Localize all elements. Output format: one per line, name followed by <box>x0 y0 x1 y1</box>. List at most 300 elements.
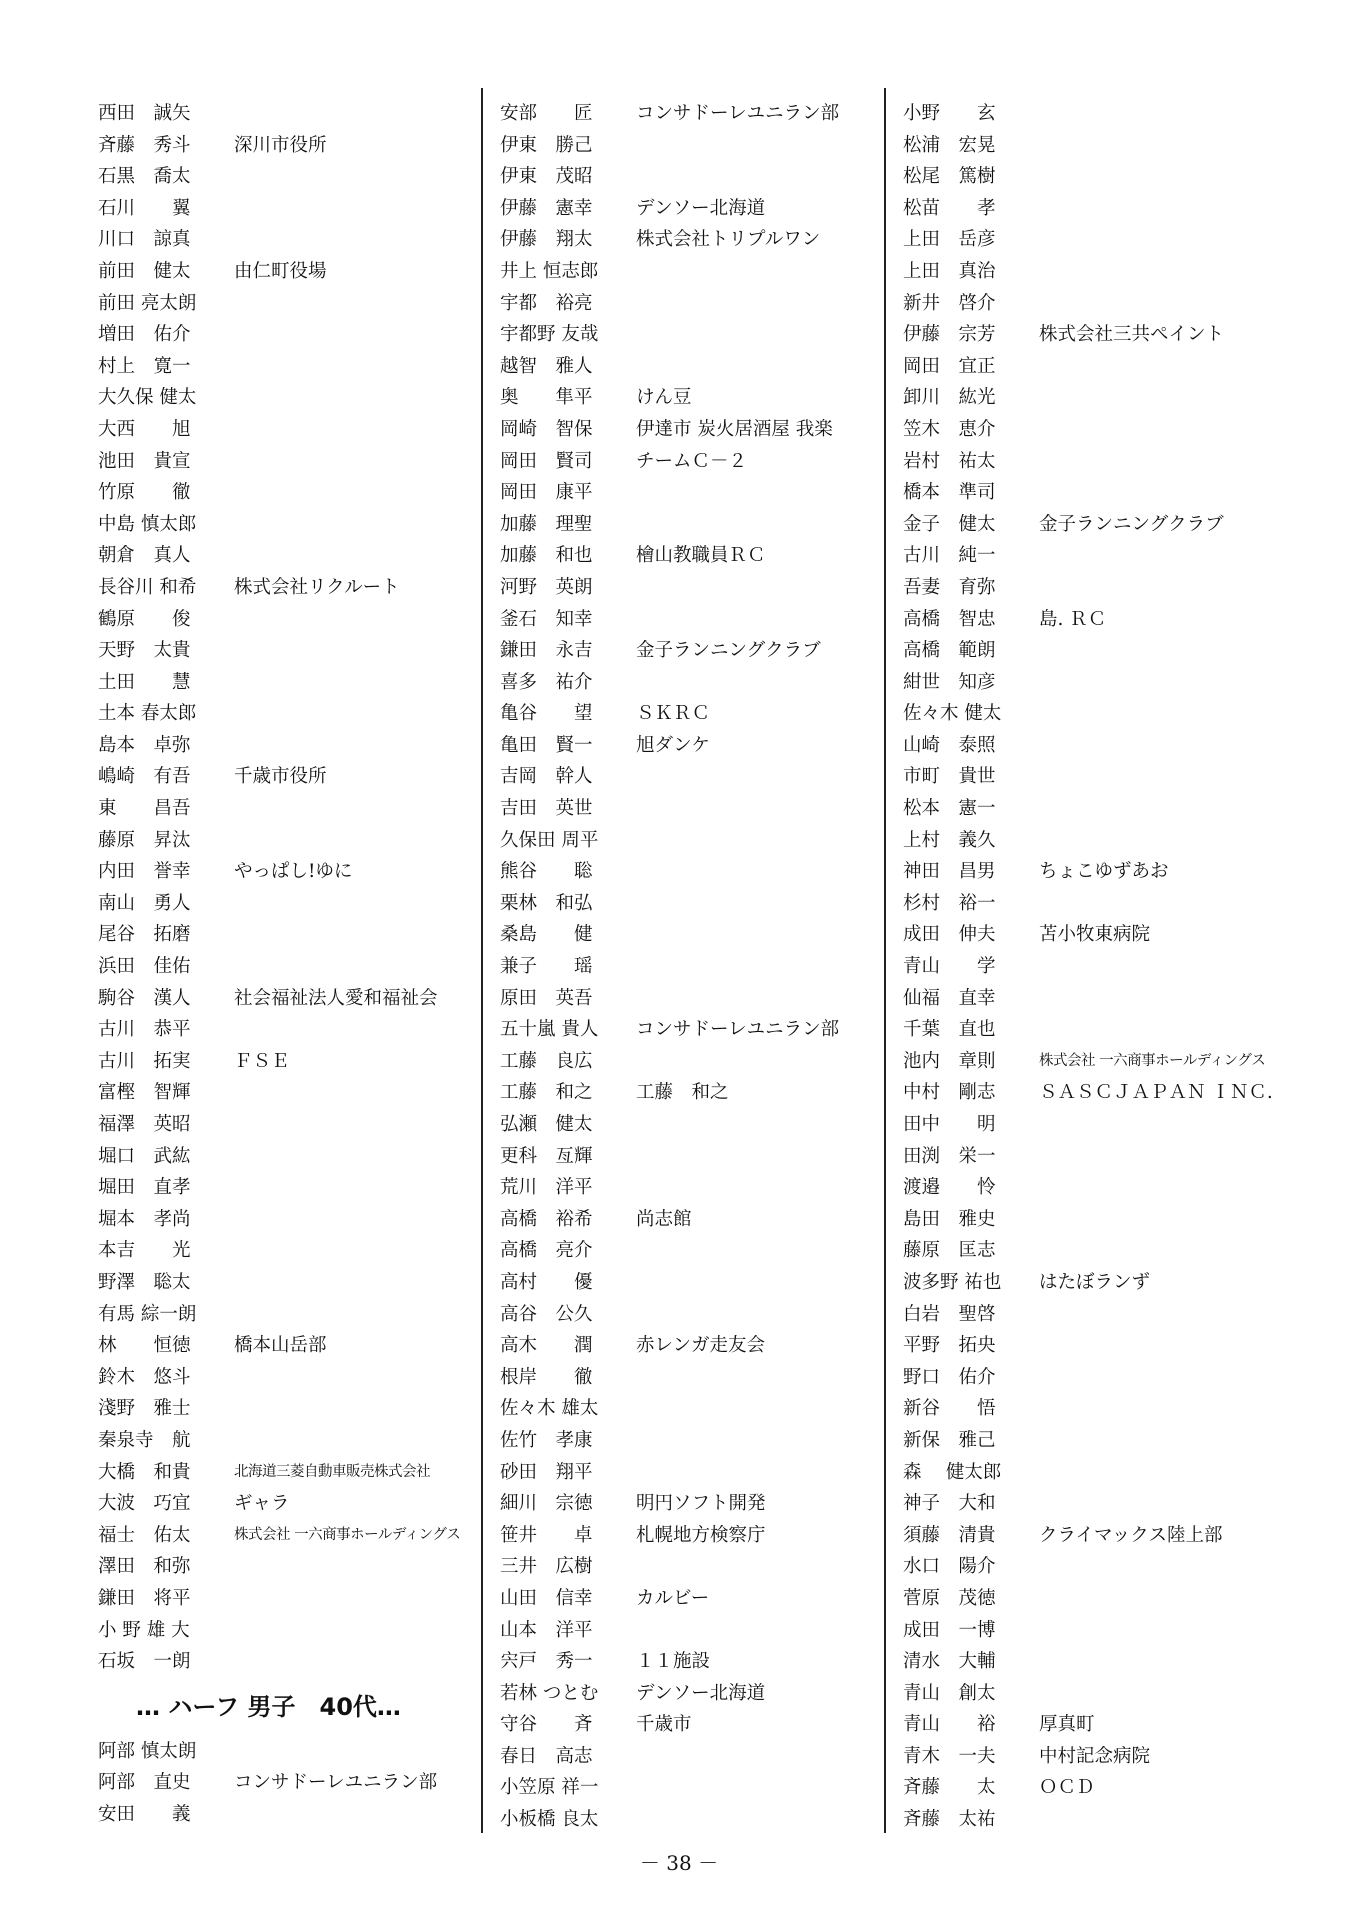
runner-name: 本吉 光 <box>98 1240 191 1262</box>
runner-affiliation: 由仁町役場 <box>234 260 327 282</box>
list-item <box>98 888 468 920</box>
runner-name: 秦泉寺 航 <box>98 1429 191 1451</box>
runner-name: 中島 慎太郎 <box>98 513 197 535</box>
runner-name: 内田 誉幸 <box>98 861 191 883</box>
runner-name: 杉村 裕一 <box>903 892 996 914</box>
runner-name: 池内 章則 <box>903 1050 996 1072</box>
list-item <box>903 446 1303 478</box>
list-item <box>98 919 468 951</box>
list-item <box>98 288 468 320</box>
list-item <box>903 193 1303 225</box>
runner-name: 笹井 卓 <box>500 1524 593 1546</box>
list-item <box>98 1077 468 1109</box>
runner-name: 斉藤 太祐 <box>903 1809 996 1831</box>
list-item <box>500 1330 880 1362</box>
runner-name: 上村 義久 <box>903 829 996 851</box>
list-item <box>903 1615 1303 1647</box>
runner-name: 宇都野 友哉 <box>500 324 599 346</box>
runner-name: 高木 潤 <box>500 1335 593 1357</box>
runner-name: 吉田 英世 <box>500 798 593 820</box>
list-item <box>98 1141 468 1173</box>
runner-affiliation: コンサドーレユニラン部 <box>636 103 840 124</box>
list-item <box>98 1425 468 1457</box>
list-item <box>500 1583 880 1615</box>
list-item <box>500 351 880 383</box>
runner-affiliation: ＳＫＲＣ <box>636 703 711 725</box>
runner-affiliation: 金子ランニングクラブ <box>1039 513 1224 535</box>
results-column-1 <box>98 98 468 1830</box>
list-item <box>500 540 880 572</box>
runner-name: 岡崎 智保 <box>500 418 593 440</box>
list-item <box>903 856 1303 888</box>
list-item <box>903 730 1303 762</box>
list-item <box>98 951 468 983</box>
name-list <box>903 98 1303 1836</box>
list-item <box>903 919 1303 951</box>
runner-name: 斉藤 太 <box>903 1777 996 1799</box>
runner-name: 大波 巧宜 <box>98 1493 191 1515</box>
list-item <box>98 256 468 288</box>
runner-name: 加藤 理聖 <box>500 513 593 535</box>
runner-name: 村上 寛一 <box>98 355 191 377</box>
list-item <box>903 1646 1303 1678</box>
list-item <box>98 1235 468 1267</box>
list-item <box>98 1488 468 1520</box>
runner-name: 田渕 栄一 <box>903 1145 996 1167</box>
runner-name: 千葉 直也 <box>903 1019 996 1041</box>
runner-name: 安田 義 <box>98 1803 191 1825</box>
runner-name: 菅原 茂徳 <box>903 1587 996 1609</box>
list-item <box>98 856 468 888</box>
runner-affiliation: 赤レンガ走友会 <box>636 1335 766 1357</box>
list-item <box>903 1709 1303 1741</box>
runner-name: 波多野 祐也 <box>903 1271 1002 1293</box>
list-item <box>903 1299 1303 1331</box>
list-item <box>903 161 1303 193</box>
list-item <box>98 667 468 699</box>
runner-name: 青木 一夫 <box>903 1745 996 1767</box>
runner-name: 竹原 徹 <box>98 482 191 504</box>
runner-name: 斉藤 秀斗 <box>98 134 191 156</box>
runner-name: 堀田 直孝 <box>98 1177 191 1199</box>
results-column-3 <box>903 98 1303 1836</box>
list-item <box>98 1362 468 1394</box>
list-item <box>98 793 468 825</box>
list-item <box>98 1014 468 1046</box>
list-item <box>98 446 468 478</box>
list-item <box>903 1425 1303 1457</box>
list-item <box>98 825 468 857</box>
runner-affiliation: コンサドーレユニラン部 <box>234 1772 438 1794</box>
runner-affiliation: 千歳市役所 <box>234 766 327 788</box>
runner-name: 仙福 直幸 <box>903 987 996 1009</box>
list-item <box>98 1109 468 1141</box>
runner-name: 上田 岳彦 <box>903 229 996 251</box>
runner-name: 前田 健太 <box>98 260 191 282</box>
list-item <box>500 572 880 604</box>
list-item <box>500 1709 880 1741</box>
runner-affiliation: 千歳市 <box>636 1714 692 1736</box>
list-item <box>500 477 880 509</box>
runner-name: 高橋 範朗 <box>903 640 996 662</box>
list-item <box>98 477 468 509</box>
list-item <box>98 761 468 793</box>
runner-name: 鎌田 永吉 <box>500 640 593 662</box>
runner-name: 根岸 徹 <box>500 1366 593 1388</box>
runner-affiliation: やっぱし!ゆに <box>234 861 353 883</box>
list-item <box>500 130 880 162</box>
runner-name: 高村 優 <box>500 1271 593 1293</box>
list-item <box>500 1235 880 1267</box>
list-item <box>98 161 468 193</box>
list-item <box>903 98 1303 130</box>
runner-name: 淺野 雅士 <box>98 1398 191 1420</box>
runner-name: 白岩 聖啓 <box>903 1303 996 1325</box>
runner-affiliation: ＯＣＤ <box>1039 1777 1095 1799</box>
list-item <box>500 1457 880 1489</box>
runner-name: 福士 佑太 <box>98 1524 191 1546</box>
list-item <box>500 1425 880 1457</box>
runner-name: 土本 春太郎 <box>98 703 197 725</box>
name-list <box>500 98 880 1836</box>
list-item <box>98 1457 468 1489</box>
runner-name: 前田 亮太朗 <box>98 292 197 314</box>
list-item <box>500 382 880 414</box>
runner-name: 駒谷 漢人 <box>98 987 191 1009</box>
list-item <box>98 351 468 383</box>
list-item <box>903 414 1303 446</box>
list-item <box>903 604 1303 636</box>
runner-name: 石黒 喬太 <box>98 166 191 188</box>
list-item <box>98 1172 468 1204</box>
runner-name: 小 野 雄 大 <box>98 1619 190 1641</box>
list-item <box>903 635 1303 667</box>
list-item <box>500 919 880 951</box>
runner-name: 大久保 健太 <box>98 387 197 409</box>
runner-affiliation: 厚真町 <box>1039 1714 1095 1736</box>
runner-name: 古川 恭平 <box>98 1019 191 1041</box>
list-item <box>903 1235 1303 1267</box>
list-item <box>500 319 880 351</box>
runner-name: 平野 拓央 <box>903 1335 996 1357</box>
list-item <box>500 825 880 857</box>
runner-name: 土田 慧 <box>98 671 191 693</box>
runner-name: 松尾 篤樹 <box>903 166 996 188</box>
runner-affiliation: 檜山教職員ＲＣ <box>636 545 766 567</box>
list-item <box>500 1204 880 1236</box>
runner-name: 加藤 和也 <box>500 545 593 567</box>
runner-name: 池田 貴宣 <box>98 450 191 472</box>
runner-name: 松浦 宏晃 <box>903 134 996 156</box>
runner-name: 井上 恒志郎 <box>500 260 599 282</box>
runner-name: 五十嵐 貴人 <box>500 1019 599 1041</box>
runner-name: 古川 拓実 <box>98 1050 191 1072</box>
runner-name: 渡邉 怜 <box>903 1177 996 1199</box>
runner-name: 高谷 公久 <box>500 1303 593 1325</box>
list-item <box>500 1046 880 1078</box>
list-item <box>98 1799 468 1831</box>
runner-affiliation: チームＣ－２ <box>636 450 748 472</box>
runner-name: 新保 雅己 <box>903 1429 996 1451</box>
runner-affiliation: 北海道三菱自動車販売株式会社 <box>234 1463 430 1480</box>
runner-name: 石川 翼 <box>98 197 191 219</box>
runner-name: 栗林 和弘 <box>500 892 593 914</box>
runner-name: 石坂 一朗 <box>98 1651 191 1673</box>
list-item <box>98 1393 468 1425</box>
list-item <box>500 193 880 225</box>
list-item <box>98 698 468 730</box>
runner-name: 更科 亙輝 <box>500 1145 593 1167</box>
list-item <box>98 604 468 636</box>
runner-affiliation: 株式会社 一六商事ホールディングス <box>1039 1052 1266 1069</box>
list-item <box>903 1077 1303 1109</box>
runner-affiliation: 株式会社三共ペイント <box>1039 324 1225 346</box>
runner-affiliation: 旭ダンケ <box>636 734 710 756</box>
list-item <box>500 793 880 825</box>
list-item <box>500 224 880 256</box>
list-item <box>98 509 468 541</box>
list-item <box>903 224 1303 256</box>
list-item <box>903 540 1303 572</box>
list-item <box>903 983 1303 1015</box>
runner-name: 伊藤 憲幸 <box>500 197 593 219</box>
runner-name: 宍戸 秀一 <box>500 1651 593 1673</box>
runner-name: 山田 信幸 <box>500 1587 593 1609</box>
runner-name: 吾妻 育弥 <box>903 576 996 598</box>
list-item <box>98 1330 468 1362</box>
runner-affiliation: 札幌地方検察庁 <box>636 1524 766 1546</box>
runner-name: 細川 宗徳 <box>500 1493 593 1515</box>
runner-name: 堀口 武紘 <box>98 1145 191 1167</box>
list-item <box>500 256 880 288</box>
runner-name: 青山 裕 <box>903 1714 996 1736</box>
runner-name: 弘瀬 健太 <box>500 1114 593 1135</box>
list-item <box>98 224 468 256</box>
list-item <box>98 1551 468 1583</box>
runner-affiliation: ＦＳＥ <box>234 1050 290 1072</box>
list-item <box>903 793 1303 825</box>
list-item <box>500 1267 880 1299</box>
column-divider <box>481 88 483 1833</box>
runner-name: 有馬 綜一朗 <box>98 1303 197 1325</box>
list-item <box>500 414 880 446</box>
runner-name: 成田 伸夫 <box>903 924 996 946</box>
runner-name: 南山 勇人 <box>98 892 191 914</box>
list-item <box>500 667 880 699</box>
runner-name: 森 健太郎 <box>903 1461 1002 1483</box>
list-item <box>500 1299 880 1331</box>
runner-name: 山崎 泰照 <box>903 734 996 756</box>
list-item <box>903 1488 1303 1520</box>
runner-name: 岡田 賢司 <box>500 450 593 472</box>
list-item <box>500 951 880 983</box>
list-item <box>98 1520 468 1552</box>
runner-name: 工藤 良広 <box>500 1050 593 1072</box>
runner-name: 橋本 準司 <box>903 482 996 504</box>
list-item <box>98 983 468 1015</box>
runner-affiliation: 金子ランニングクラブ <box>636 640 821 662</box>
runner-name: 高橋 亮介 <box>500 1240 593 1262</box>
runner-name: 青山 創太 <box>903 1682 996 1704</box>
runner-name: 鶴原 俊 <box>98 608 191 630</box>
runner-name: 金子 健太 <box>903 513 996 535</box>
list-item <box>500 888 880 920</box>
list-item <box>500 635 880 667</box>
list-item <box>903 1172 1303 1204</box>
list-item <box>98 540 468 572</box>
runner-name: 久保田 周平 <box>500 829 599 851</box>
runner-name: 青山 学 <box>903 956 996 978</box>
runner-affiliation: デンソー北海道 <box>636 197 766 219</box>
list-item <box>500 730 880 762</box>
runner-name: 原田 英吾 <box>500 987 593 1009</box>
runner-name: 亀谷 望 <box>500 703 593 725</box>
list-item <box>98 1646 468 1678</box>
runner-name: 野口 佑介 <box>903 1366 996 1388</box>
runner-name: 天野 太貴 <box>98 640 191 662</box>
runner-name: 田中 明 <box>903 1114 996 1135</box>
list-item <box>903 1362 1303 1394</box>
list-item <box>903 1046 1303 1078</box>
list-item <box>500 509 880 541</box>
runner-name: 藤原 昇汰 <box>98 829 191 851</box>
runner-name: 浜田 佳佑 <box>98 956 191 978</box>
runner-name: 高橋 智忠 <box>903 608 996 630</box>
runner-name: 長谷川 和希 <box>98 576 197 598</box>
list-item <box>903 1772 1303 1804</box>
list-item <box>98 98 468 130</box>
list-item <box>500 1772 880 1804</box>
list-item <box>98 1204 468 1236</box>
runner-name: 嶋崎 有吾 <box>98 766 191 788</box>
runner-name: 卸川 紘光 <box>903 387 996 409</box>
runner-name: 尾谷 拓磨 <box>98 924 191 946</box>
list-item <box>903 698 1303 730</box>
runner-name: 紺世 知彦 <box>903 671 996 693</box>
list-item <box>500 1678 880 1710</box>
runner-name: 市町 貴世 <box>903 766 996 788</box>
runner-name: 越智 雅人 <box>500 355 593 377</box>
list-item <box>500 288 880 320</box>
runner-name: 大西 旭 <box>98 418 191 440</box>
runner-affiliation: 株式会社 一六商事ホールディングス <box>234 1526 461 1543</box>
list-item <box>500 698 880 730</box>
list-item <box>500 161 880 193</box>
runner-name: 三井 広樹 <box>500 1556 593 1578</box>
list-item <box>98 730 468 762</box>
runner-name: 松苗 孝 <box>903 197 996 219</box>
runner-name: 小笠原 祥一 <box>500 1777 599 1799</box>
runner-affiliation: カルビー <box>636 1587 710 1609</box>
list-item <box>500 1646 880 1678</box>
list-item <box>500 1362 880 1394</box>
runner-name: 大橋 和貴 <box>98 1461 191 1483</box>
runner-affiliation: 深川市役所 <box>234 134 327 156</box>
runner-name: 熊谷 聡 <box>500 861 593 883</box>
runner-affiliation: けん豆 <box>636 387 692 409</box>
runner-name: 佐々木 雄太 <box>500 1398 599 1420</box>
runner-affiliation: クライマックス陸上部 <box>1039 1524 1223 1546</box>
list-item <box>903 1330 1303 1362</box>
list-item <box>98 1299 468 1331</box>
runner-name: 岡田 康平 <box>500 482 593 504</box>
runner-name: 工藤 和之 <box>500 1082 593 1104</box>
runner-name: 佐々木 健太 <box>903 703 1002 725</box>
runner-name: 鈴木 悠斗 <box>98 1366 191 1388</box>
runner-affiliation: コンサドーレユニラン部 <box>636 1019 840 1041</box>
list-item <box>98 414 468 446</box>
list-item <box>500 1804 880 1836</box>
runner-name: 朝倉 真人 <box>98 545 191 567</box>
runner-name: 兼子 瑶 <box>500 956 593 978</box>
list-item <box>903 1804 1303 1836</box>
runner-name: 成田 一博 <box>903 1619 996 1641</box>
runner-name: 野澤 聡太 <box>98 1271 191 1293</box>
list-item <box>500 1488 880 1520</box>
list-item <box>903 319 1303 351</box>
runner-name: 藤原 匡志 <box>903 1240 996 1262</box>
runner-name: 上田 真治 <box>903 260 996 282</box>
list-item <box>98 1736 468 1768</box>
runner-affiliation: １１施設 <box>636 1651 711 1673</box>
list-item <box>500 1393 880 1425</box>
runner-affiliation: 苫小牧東病院 <box>1039 924 1151 946</box>
runner-name: 神田 昌男 <box>903 861 996 883</box>
section-heading: … ハーフ 男子 40代… <box>136 1692 401 1721</box>
list-item <box>903 1457 1303 1489</box>
list-item <box>98 193 468 225</box>
list-item <box>903 1141 1303 1173</box>
list-item <box>98 1615 468 1647</box>
runner-name: 岡田 宜正 <box>903 355 996 377</box>
list-item <box>500 983 880 1015</box>
runner-name: 島本 卓弥 <box>98 734 191 756</box>
list-item <box>500 1077 880 1109</box>
list-item <box>903 1551 1303 1583</box>
list-item <box>98 1046 468 1078</box>
list-item <box>98 1767 468 1799</box>
results-column-2 <box>500 98 880 1836</box>
runner-affiliation: 明円ソフト開発 <box>636 1493 766 1515</box>
list-item <box>500 604 880 636</box>
runner-name: 中村 剛志 <box>903 1082 996 1104</box>
runner-affiliation: 島. ＲＣ <box>1039 608 1107 630</box>
list-item <box>903 351 1303 383</box>
runner-name: 古川 純一 <box>903 545 996 567</box>
list-item <box>903 130 1303 162</box>
runner-affiliation: 工藤 和之 <box>636 1082 729 1104</box>
runner-name: 宇都 裕亮 <box>500 292 593 314</box>
list-item <box>98 382 468 414</box>
runner-name: 桑島 健 <box>500 924 593 946</box>
runner-name: 伊東 勝己 <box>500 134 593 156</box>
column-divider <box>884 88 886 1833</box>
list-item <box>500 1615 880 1647</box>
runner-name: 釜石 知幸 <box>500 608 593 630</box>
runner-name: 吉岡 幹人 <box>500 766 593 788</box>
list-item <box>903 888 1303 920</box>
list-item <box>500 856 880 888</box>
runner-name: 河野 英朗 <box>500 576 593 598</box>
runner-name: 若林 つとむ <box>500 1682 599 1704</box>
list-item <box>903 382 1303 414</box>
page-number: － 38 － <box>639 1851 719 1875</box>
list-item <box>903 1109 1303 1141</box>
list-item <box>903 509 1303 541</box>
runner-name: 島田 雅史 <box>903 1208 996 1230</box>
runner-affiliation: はたぼランず <box>1039 1271 1151 1293</box>
runner-name: 松本 憲一 <box>903 798 996 820</box>
